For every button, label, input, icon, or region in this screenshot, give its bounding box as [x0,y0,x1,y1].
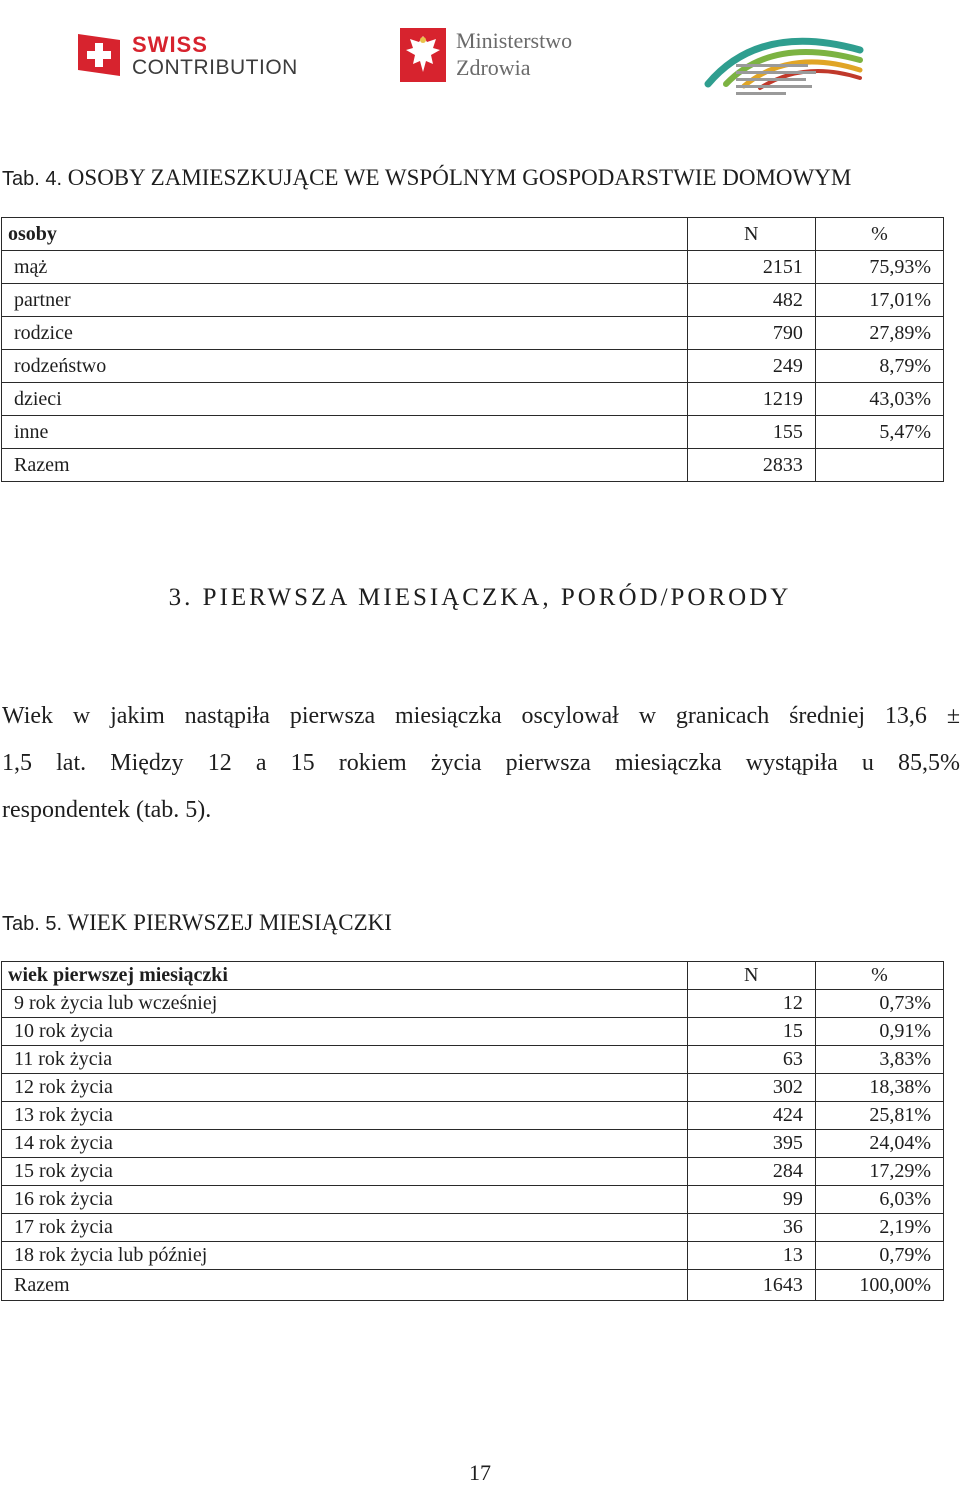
row-n: 63 [687,1046,815,1074]
swiss-contribution-logo [78,32,298,82]
row-n: 284 [687,1158,815,1186]
row-label: partner [2,284,688,317]
table4-caption [2,165,851,191]
row-label: 11 rok życia [2,1046,688,1074]
row-pct: 17,01% [815,284,943,317]
table4-caption-prefix: Tab. 4. [2,168,63,190]
row-n: 424 [687,1102,815,1130]
household-members-table [1,217,944,482]
row-label: 13 rok życia [2,1102,688,1130]
row-pct: 3,83% [815,1046,943,1074]
row-n: 790 [687,317,815,350]
row-pct: 0,79% [815,1242,943,1270]
row-label: 15 rok życia [2,1158,688,1186]
row-n: 395 [687,1130,815,1158]
row-n: 15 [687,1018,815,1046]
table-row [2,416,944,449]
row-n: 13 [687,1242,815,1270]
row-pct: 25,81% [815,1102,943,1130]
program-swoosh-icon [700,14,870,98]
table-row [2,1074,944,1102]
row-pct: 43,03% [815,383,943,416]
row-n: 302 [687,1074,815,1102]
swiss-flag-icon [78,34,120,76]
row-label: mąż [2,251,688,284]
row-pct: 2,19% [815,1214,943,1242]
paragraph-line-3: respondentek (tab. 5). [2,797,212,823]
row-label: 18 rok życia lub później [2,1242,688,1270]
swiss-logo-line2: CONTRIBUTION [132,56,298,79]
table-row [2,1130,944,1158]
first-menstruation-age-table [1,961,944,1301]
row-n: 99 [687,1186,815,1214]
row-label: dzieci [2,383,688,416]
table4-caption-title: OSOBY ZAMIESZKUJĄCE WE WSPÓLNYM GOSPODARSTWIE DOMOWYM [67,165,852,190]
ministry-of-health-logo [400,28,610,88]
row-pct: 18,38% [815,1074,943,1102]
row-n: 155 [687,416,815,449]
table-header-row [2,218,944,251]
table-row [2,284,944,317]
row-n: 1219 [687,383,815,416]
table-row [2,383,944,416]
total-label: Razem [2,1270,688,1301]
row-label: 14 rok życia [2,1130,688,1158]
total-pct [815,449,943,482]
row-n: 2151 [687,251,815,284]
header-cell-n: N [687,218,815,251]
row-label: 16 rok życia [2,1186,688,1214]
table-row [2,251,944,284]
table5-caption-prefix: Tab. 5. [2,913,63,935]
row-n: 12 [687,990,815,1018]
polish-eagle-emblem-icon [400,28,446,82]
table-total-row [2,1270,944,1301]
row-pct: 6,03% [815,1186,943,1214]
row-pct: 17,29% [815,1158,943,1186]
swiss-logo-line1: SWISS [132,32,208,57]
table-row [2,1102,944,1130]
row-pct: 8,79% [815,350,943,383]
total-label: Razem [2,449,688,482]
table5-caption-title: WIEK PIERWSZEJ MIESIĄCZKI [67,910,392,935]
row-label: rodzice [2,317,688,350]
row-label: rodzeństwo [2,350,688,383]
row-n: 482 [687,284,815,317]
table-row [2,1018,944,1046]
row-label: 12 rok życia [2,1074,688,1102]
section-paragraph [2,693,960,834]
page-number: 17 [469,1460,491,1485]
header-cell-n: N [687,962,815,990]
table-row [2,350,944,383]
ministry-logo-line2: Zdrowia [456,55,531,80]
row-label: 9 rok życia lub wcześniej [2,990,688,1018]
header-cell-pct: % [815,218,943,251]
table-row [2,990,944,1018]
header-cell-pct: % [815,962,943,990]
table-row [2,1046,944,1074]
table-row [2,1186,944,1214]
table-row [2,1214,944,1242]
table-header-row [2,962,944,990]
header-cell-label: wiek pierwszej miesiączki [2,962,688,990]
program-arc-logo [700,14,870,98]
paragraph-line-1: Wiek w jakim nastąpiła pierwsza miesiączka oscylował w granicach średniej 13,6 ± [2,703,960,729]
table5-caption [2,910,392,936]
row-pct: 0,91% [815,1018,943,1046]
total-n: 2833 [687,449,815,482]
row-label: inne [2,416,688,449]
ministry-logo-line1: Ministerstwo [456,28,573,53]
row-n: 249 [687,350,815,383]
row-n: 36 [687,1214,815,1242]
table-row [2,1158,944,1186]
row-label: 10 rok życia [2,1018,688,1046]
paragraph-line-2: 1,5 lat. Między 12 a 15 rokiem życia pierwsza miesiączka wystąpiła u 85,5% [2,750,960,776]
row-pct: 5,47% [815,416,943,449]
row-pct: 0,73% [815,990,943,1018]
row-pct: 27,89% [815,317,943,350]
section-heading: 3. PIERWSZA MIESIĄCZKA, PORÓD/PORODY [168,584,792,611]
total-n: 1643 [687,1270,815,1301]
table-row [2,317,944,350]
header-cell-label: osoby [2,218,688,251]
table-total-row [2,449,944,482]
row-pct: 24,04% [815,1130,943,1158]
table-row [2,1242,944,1270]
row-label: 17 rok życia [2,1214,688,1242]
row-pct: 75,93% [815,251,943,284]
total-pct: 100,00% [815,1270,943,1301]
